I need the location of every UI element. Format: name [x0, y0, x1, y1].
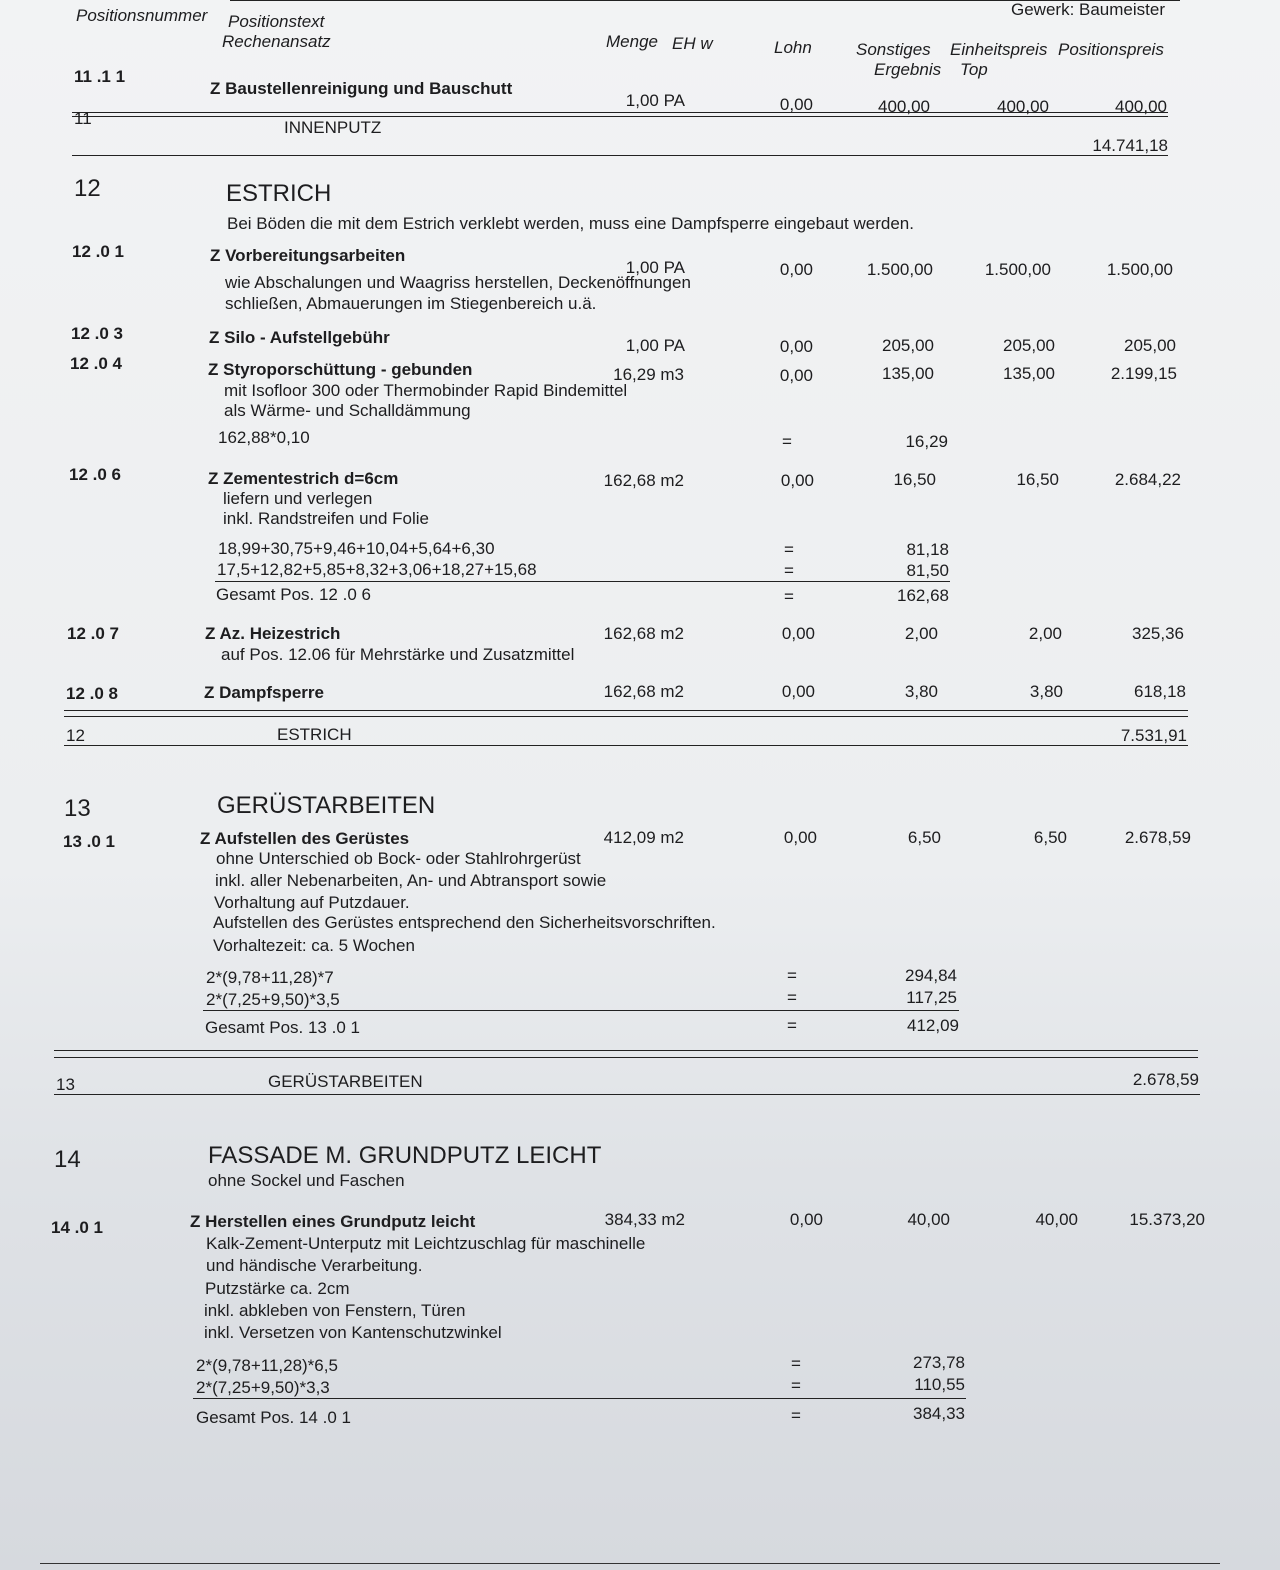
position-einheitspreis: 205,00 [1003, 336, 1055, 355]
calc-expression: 2*(7,25+9,50)*3,3 [196, 1378, 330, 1397]
position-number: 12 .0 7 [67, 624, 119, 643]
position-positionspreis: 618,18 [1134, 682, 1186, 701]
col-header-rechenansatz: Rechenansatz [222, 32, 331, 51]
section-total-number: 11 [74, 109, 92, 128]
col-header-ergebnis: Ergebnis [874, 60, 942, 79]
calc-sum-rule [193, 1398, 966, 1399]
calc-total-result: 162,68 [897, 586, 949, 605]
col-header-positionsnummer: Positionsnummer [76, 6, 208, 25]
position-number: 12 .0 3 [71, 324, 123, 343]
position-einheitspreis: 135,00 [1003, 364, 1055, 383]
position-number: 12 .0 4 [70, 354, 122, 373]
calc-result: 81,18 [906, 540, 949, 559]
position-sonstiges: 135,00 [882, 364, 934, 383]
calc-result: 117,25 [906, 988, 957, 1007]
col-header-einheitspreis: Einheitspreis [950, 40, 1048, 59]
section-number: 13 [64, 795, 91, 822]
calc-result: 273,78 [913, 1353, 965, 1372]
calc-equals: = [791, 1406, 801, 1425]
position-description: mit Isofloor 300 oder Thermobinder Rapid Bindemittel [224, 381, 628, 400]
position-description: Vorhaltezeit: ca. 5 Wochen [213, 936, 415, 955]
position-lohn: 0,00 [780, 471, 814, 490]
position-sonstiges: 3,80 [904, 682, 938, 701]
position-menge: 1,00 PA [625, 336, 685, 355]
section-subtitle: ohne Sockel und Faschen [208, 1171, 405, 1190]
calc-expression: 2*(9,78+11,28)*6,5 [196, 1356, 338, 1375]
calc-result: 110,55 [914, 1375, 965, 1394]
col-header-positionstext: Positionstext [228, 12, 325, 31]
position-number: 12 .0 8 [66, 684, 118, 703]
position-text: Z Vorbereitungsarbeiten [210, 246, 406, 265]
calc-expression: 2*(7,25+9,50)*3,5 [206, 990, 340, 1009]
calc-equals: = [787, 1016, 797, 1035]
calc-result: 16,29 [905, 432, 948, 451]
position-menge: 162,68 m2 [603, 471, 684, 490]
section-rule [54, 1094, 1200, 1095]
position-sonstiges: 205,00 [882, 336, 934, 355]
position-einheitspreis: 2,00 [1028, 624, 1062, 643]
position-sonstiges: 40,00 [907, 1210, 950, 1229]
position-positionspreis: 2.684,22 [1114, 470, 1181, 489]
position-lohn: 0,00 [779, 95, 813, 114]
position-menge: 16,29 m3 [613, 365, 684, 384]
section-number: 14 [54, 1146, 81, 1173]
section-total-name: GERÜSTARBEITEN [268, 1072, 423, 1091]
position-positionspreis: 2.199,15 [1110, 364, 1177, 383]
position-einheitspreis: 16,50 [1016, 470, 1059, 489]
calc-equals: = [787, 966, 797, 985]
position-lohn: 0,00 [779, 366, 813, 385]
position-positionspreis: 325,36 [1132, 624, 1184, 643]
position-text: Z Aufstellen des Gerüstes [200, 829, 410, 848]
position-positionspreis: 2.678,59 [1124, 828, 1191, 847]
calc-total-label: Gesamt Pos. 13 .0 1 [205, 1018, 360, 1037]
position-text: Z Styroporschüttung - gebunden [208, 360, 473, 379]
footer-rule [40, 1563, 1220, 1564]
position-number: 11 .1 1 [74, 67, 126, 86]
position-sonstiges: 6,50 [907, 828, 941, 847]
col-header-eh: EH w [672, 34, 713, 53]
col-header-positionspreis: Positionspreis [1058, 40, 1164, 59]
position-description: ohne Unterschied ob Bock- oder Stahlrohrgerüst [216, 849, 581, 868]
position-text: Z Baustellenreinigung und Bauschutt [210, 79, 513, 98]
position-number: 12 .0 1 [72, 242, 124, 261]
section-rule [64, 716, 1188, 717]
col-header-menge: Menge [606, 32, 658, 51]
position-description: als Wärme- und Schalldämmung [224, 401, 471, 420]
calc-expression: 162,88*0,10 [218, 428, 310, 447]
calc-total-label: Gesamt Pos. 12 .0 6 [216, 585, 371, 604]
section-total-number: 12 [66, 726, 85, 745]
position-description: Vorhaltung auf Putzdauer. [214, 893, 410, 912]
position-description: inkl. abkleben von Fenstern, Türen [204, 1301, 466, 1320]
position-menge: 412,09 m2 [603, 828, 684, 847]
position-description: Aufstellen des Gerüstes entsprechend den Sicherheitsvorschriften. [213, 913, 716, 932]
position-description: Putzstärke ca. 2cm [205, 1279, 350, 1298]
position-menge: 162,68 m2 [603, 624, 684, 643]
calc-result: 81,50 [906, 561, 949, 580]
position-einheitspreis: 400,00 [997, 97, 1049, 116]
position-description: wie Abschalungen und Waagriss herstellen, Deckenöffnungen [225, 273, 691, 292]
position-number: 12 .0 6 [69, 465, 121, 484]
position-lohn: 0,00 [781, 624, 815, 643]
position-text: Z Silo - Aufstellgebühr [209, 328, 390, 347]
position-lohn: 0,00 [779, 260, 813, 279]
section-rule [72, 112, 1168, 113]
calc-total-label: Gesamt Pos. 14 .0 1 [196, 1408, 351, 1427]
calc-equals: = [784, 561, 794, 580]
gewerk-label: Gewerk: Baumeister [1011, 0, 1165, 19]
col-header-top: Top [960, 60, 988, 79]
calc-expression: 17,5+12,82+5,85+8,32+3,06+18,27+15,68 [217, 560, 537, 579]
position-menge: 384,33 m2 [604, 1210, 685, 1229]
position-menge: 162,68 m2 [603, 682, 684, 701]
position-sonstiges: 16,50 [893, 470, 936, 489]
position-description: inkl. Versetzen von Kantenschutzwinkel [204, 1323, 502, 1342]
section-rule [54, 1050, 1198, 1051]
calc-equals: = [787, 988, 797, 1007]
position-sonstiges: 400,00 [878, 97, 930, 116]
calc-equals: = [791, 1376, 801, 1395]
section-number: 12 [74, 175, 101, 202]
position-menge: 1,00 PA [625, 91, 685, 110]
calc-expression: 2*(9,78+11,28)*7 [206, 968, 334, 987]
calc-equals: = [784, 587, 794, 606]
position-lohn: 0,00 [779, 337, 813, 356]
section-title: ESTRICH [226, 180, 332, 207]
calc-total-result: 384,33 [913, 1404, 965, 1423]
position-text: Z Herstellen eines Grundputz leicht [190, 1212, 476, 1231]
position-description: inkl. Randstreifen und Folie [223, 509, 430, 528]
position-lohn: 0,00 [783, 828, 817, 847]
position-description: auf Pos. 12.06 für Mehrstärke und Zusatzmittel [221, 645, 575, 664]
section-rule [54, 1057, 1198, 1058]
section-total-sum: 2.678,59 [1132, 1070, 1199, 1089]
section-rule [72, 116, 1168, 117]
position-description: schließen, Abmauerungen im Stiegenbereich u.ä. [225, 294, 597, 313]
section-total-name: INNENPUTZ [284, 118, 382, 137]
calc-total-result: 412,09 [907, 1016, 959, 1035]
position-positionspreis: 15.373,20 [1129, 1210, 1205, 1229]
position-description: liefern und verlegen [223, 489, 373, 508]
section-rule [72, 155, 1168, 156]
position-positionspreis: 205,00 [1124, 336, 1176, 355]
calc-equals: = [782, 432, 792, 451]
position-lohn: 0,00 [789, 1210, 823, 1229]
position-number: 13 .0 1 [63, 832, 115, 851]
position-description: Kalk-Zement-Unterputz mit Leichtzuschlag für maschinelle [206, 1234, 646, 1253]
calc-sum-rule [215, 581, 950, 582]
section-note: Bei Böden die mit dem Estrich verklebt werden, muss eine Dampfsperre eingebaut werden. [227, 214, 914, 233]
section-total-sum: 7.531,91 [1120, 726, 1187, 745]
position-menge: 1,00 PA [625, 258, 685, 277]
section-rule [64, 710, 1188, 711]
section-total-sum: 14.741,18 [1092, 136, 1168, 155]
calc-sum-rule [203, 1010, 959, 1011]
section-total-number: 13 [56, 1075, 75, 1094]
calc-expression: 18,99+30,75+9,46+10,04+5,64+6,30 [218, 539, 495, 558]
position-sonstiges: 2,00 [904, 624, 938, 643]
position-einheitspreis: 1.500,00 [984, 260, 1051, 279]
position-positionspreis: 1.500,00 [1106, 260, 1173, 279]
section-total-name: ESTRICH [277, 725, 352, 744]
position-einheitspreis: 40,00 [1035, 1210, 1078, 1229]
section-title: FASSADE M. GRUNDPUTZ LEICHT [208, 1142, 602, 1169]
position-description: inkl. aller Nebenarbeiten, An- und Abtransport sowie [215, 871, 607, 890]
position-number: 14 .0 1 [51, 1218, 103, 1237]
calc-equals: = [784, 540, 794, 559]
position-text: Z Zementestrich d=6cm [208, 469, 399, 488]
position-einheitspreis: 3,80 [1029, 682, 1063, 701]
section-title: GERÜSTARBEITEN [217, 792, 436, 819]
position-einheitspreis: 6,50 [1033, 828, 1067, 847]
position-description: und händische Verarbeitung. [206, 1256, 423, 1275]
section-rule [64, 745, 1188, 746]
position-positionspreis: 400,00 [1115, 97, 1167, 116]
calc-result: 294,84 [905, 966, 957, 985]
position-sonstiges: 1.500,00 [866, 260, 933, 279]
calc-equals: = [791, 1354, 801, 1373]
position-lohn: 0,00 [781, 682, 815, 701]
col-header-sonstiges: Sonstiges [856, 40, 931, 59]
position-text: Z Az. Heizestrich [205, 624, 341, 643]
col-header-lohn: Lohn [774, 38, 812, 57]
position-text: Z Dampfsperre [204, 683, 324, 702]
